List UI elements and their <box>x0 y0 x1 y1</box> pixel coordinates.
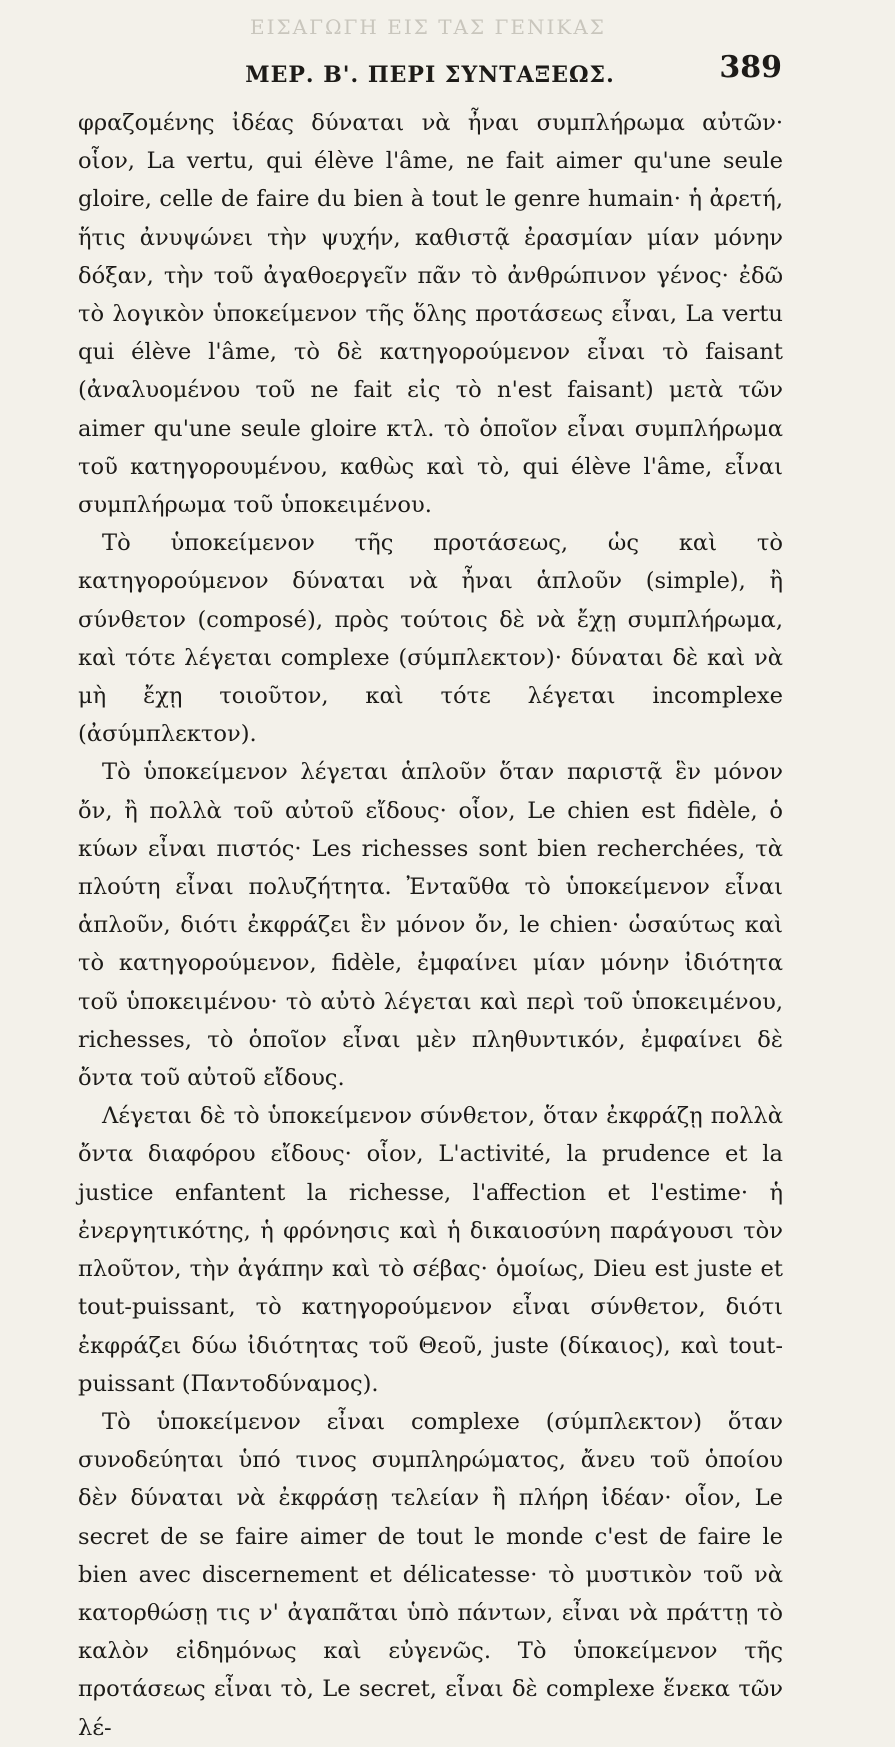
paragraph-compound-subject: Λέγεται δὲ τὸ ὑποκείμενον σύνθετον, ὅταν ἐκφράζῃ πολλὰ ὄντα διαφόρου εἴδους· οἷον, L'activité, la prudence et la justice enfantent la richesse, l'affection et l'estime· ἡ ἐνεργητικότης, ἡ φρόνησις καὶ ἡ δικαιοσύνη παράγουσι τὸν πλοῦτον, τὴν ἀγάπην καὶ τὸ σέβας· ὁμοίως, Dieu est juste et tout-puissant, τὸ κατηγορούμενον εἶναι σύνθετον, διότι ἐκφράζει δύω ἰδιότητας τοῦ Θεοῦ, juste (δίκαιος), καὶ tout-puissant (Παντοδύναμος). <box>78 1103 783 1397</box>
bleed-through-text: ΕΙΣΑΓΩΓΗ ΕΙΣ ΤΑΣ ΓΕΝΙΚΑΣ <box>250 15 606 39</box>
page-number: 389 <box>719 50 782 85</box>
page-header <box>78 50 782 100</box>
body-text <box>78 104 783 1747</box>
paragraph-continuation: φραζομένης ἰδέας δύναται νὰ ἦναι συμπλήρωμα αὐτῶν· οἷον, La vertu, qui élève l'âme, ne fait aimer qu'une seule gloire, celle de faire du bien à tout le genre humain· ἡ ἀρετή, ἥτις ἀνυψώνει τὴν ψυχήν, καθιστᾷ ἐρασμίαν μίαν μόνην δόξαν, τὴν τοῦ ἀγαθοεργεῖν πᾶν τὸ ἀνθρώπινον γένος· ἐδῶ τὸ λογικὸν ὑποκείμενον τῆς ὅλης προτάσεως εἶναι, La vertu qui élève l'âme, τὸ δὲ κατηγορούμενον εἶναι τὸ faisant (ἀναλυομένου τοῦ ne fait εἰς τὸ n'est faisant) μετὰ τῶν aimer qu'une seule gloire κτλ. τὸ ὁποῖον εἶναι συμπλήρωμα τοῦ κατηγορουμένου, καθὼς καὶ τὸ, qui élève l'âme, εἶναι συμπλήρωμα τοῦ ὑποκειμένου. <box>78 110 783 519</box>
running-title: ΜΕΡ. Β'. ΠΕΡΙ ΣΥΝΤΑΞΕΩΣ. <box>245 62 615 88</box>
paragraph-subject-types: Τὸ ὑποκείμενον τῆς προτάσεως, ὡς καὶ τὸ κατηγορούμενον δύναται νὰ ἦναι ἁπλοῦν (simple), ἢ σύνθετον (composé), πρὸς τούτοις δὲ νὰ ἔχῃ συμπλήρωμα, καὶ τότε λέγεται complexe (σύμπλεκτον)· δύναται δὲ καὶ νὰ μὴ ἔχῃ τοιοῦτον, καὶ τότε λέγεται incomplexe (ἀσύμπλεκτον). <box>78 530 783 748</box>
paragraph-simple-subject: Τὸ ὑποκείμενον λέγεται ἁπλοῦν ὅταν παριστᾷ ἓν μόνον ὄν, ἢ πολλὰ τοῦ αὐτοῦ εἴδους· οἷον, Le chien est fidèle, ὁ κύων εἶναι πιστός· Les richesses sont bien recherchées, τὰ πλούτη εἶναι πολυζήτητα. Ἐνταῦθα τὸ ὑποκείμενον εἶναι ἁπλοῦν, διότι ἐκφράζει ἓν μόνον ὄν, le chien· ὡσαύτως καὶ τὸ κατηγορούμενον, fidèle, ἐμφαίνει μίαν μόνην ἰδιότητα τοῦ ὑποκειμένου· τὸ αὐτὸ λέγεται καὶ περὶ τοῦ ὑποκειμένου, richesses, τὸ ὁποῖον εἶναι μὲν πληθυντικόν, ἐμφαίνει δὲ ὄντα τοῦ αὐτοῦ εἴδους. <box>78 759 783 1092</box>
paragraph-complex-subject: Τὸ ὑποκείμενον εἶναι complexe (σύμπλεκτον) ὅταν συνοδεύηται ὑπό τινος συμπληρώματος, ἄνευ τοῦ ὁποίου δὲν δύναται νὰ ἐκφράσῃ τελείαν ἢ πλήρη ἰδέαν· οἷον, Le secret de se faire aimer de tout le monde c'est de faire le bien avec discernement et délicatesse· τὸ μυστικὸν τοῦ νὰ κατορθώσῃ τις ν' ἀγαπᾶται ὑπὸ πάντων, εἶναι νὰ πράττῃ τὸ καλὸν εἰδημόνως καὶ εὐγενῶς. Τὸ ὑποκείμενον τῆς προτάσεως εἶναι τὸ, Le secret, εἶναι δὲ complexe ἕνεκα τῶν λέ- <box>78 1408 783 1741</box>
